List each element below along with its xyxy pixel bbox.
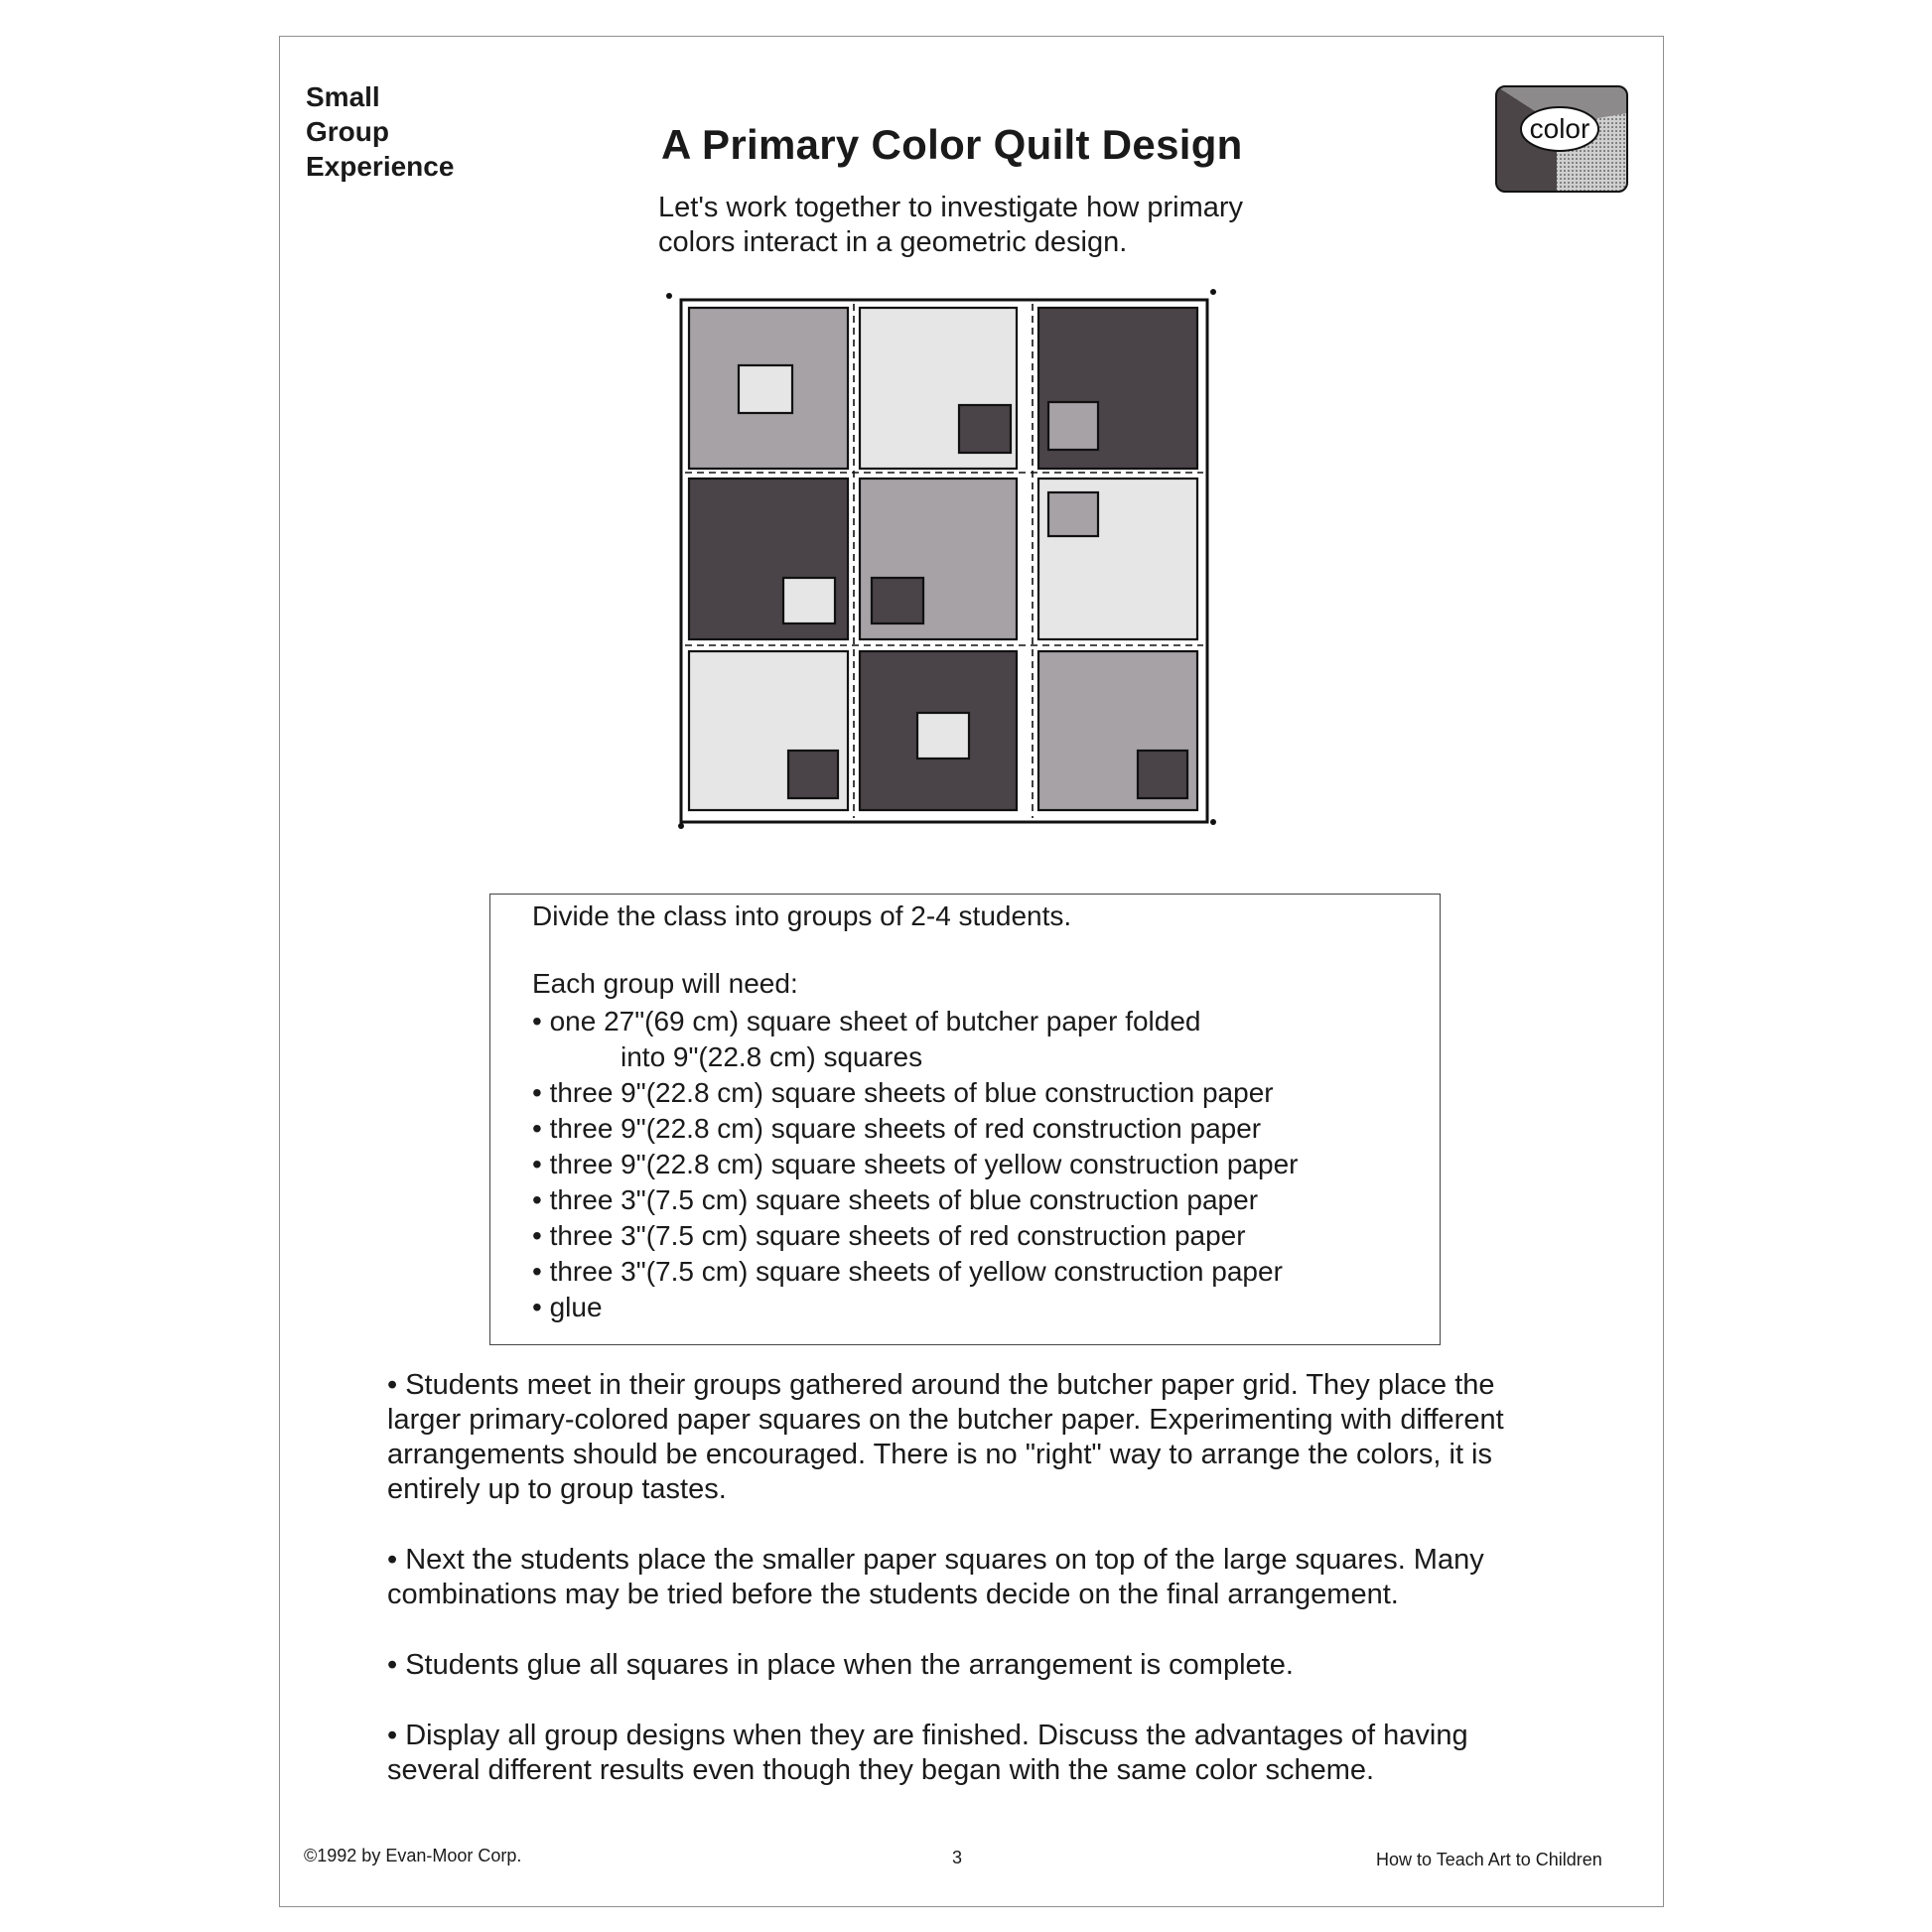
copyright-text: ©1992 by Evan-Moor Corp. xyxy=(304,1846,522,1865)
book-title: How to Teach Art to Children xyxy=(1376,1850,1602,1869)
list-item: • three 9"(22.8 cm) square sheets of yellow construction paper xyxy=(532,1149,1299,1179)
quilt-small-square xyxy=(959,405,1011,453)
quilt-small-square xyxy=(1048,492,1098,536)
quilt-small-square xyxy=(788,751,838,798)
section-label-line: Experience xyxy=(306,151,455,182)
step-paragraph: • Display all group designs when they are finished. Discuss the advantages of having several different results even though they began with the same color scheme. xyxy=(387,1720,1468,1786)
page-number: 3 xyxy=(952,1848,963,1867)
materials-box xyxy=(489,894,1441,1345)
quilt-small-square xyxy=(739,365,792,413)
step-paragraph: • Students meet in their groups gathered around the butcher paper grid. They place the larger primary-colored paper squares on the butcher paper. Experimenting with different arrangements should be encouraged. There is no "right" way to arrange the colors, it is entirely up to group tastes. xyxy=(387,1369,1504,1505)
intro-line: Let's work together to investigate how primary xyxy=(658,192,1244,223)
intro-text xyxy=(658,191,1294,260)
list-item: • three 3"(7.5 cm) square sheets of yellow construction paper xyxy=(532,1256,1283,1287)
list-item: • glue xyxy=(532,1292,603,1322)
corner-tie xyxy=(678,823,684,829)
step-paragraph: • Next the students place the smaller paper squares on top of the large squares. Many combinations may be tried before the students decide on the final arrangement. xyxy=(387,1544,1484,1610)
quilt-small-square xyxy=(1138,751,1187,798)
intro-line: colors interact in a geometric design. xyxy=(658,226,1128,258)
list-item: • three 3"(7.5 cm) square sheets of red construction paper xyxy=(532,1220,1246,1251)
badge-label: color xyxy=(1529,113,1590,144)
list-item-continuation: into 9"(22.8 cm) squares xyxy=(621,1041,923,1072)
list-item: • three 3"(7.5 cm) square sheets of blue construction paper xyxy=(532,1184,1259,1215)
corner-tie xyxy=(1210,289,1216,295)
materials-list xyxy=(532,1004,1298,1325)
quilt-small-square xyxy=(783,578,835,623)
section-label xyxy=(306,79,454,184)
list-item: • one 27"(69 cm) square sheet of butcher paper folded xyxy=(532,1006,1201,1036)
instruction-steps xyxy=(387,1368,1559,1824)
quilt-small-square xyxy=(1048,402,1098,450)
step-paragraph: • Students glue all squares in place when the arrangement is complete. xyxy=(387,1649,1294,1681)
page-title: A Primary Color Quilt Design xyxy=(661,121,1243,168)
section-label-line: Small xyxy=(306,81,380,112)
group-instruction: Divide the class into groups of 2-4 students. xyxy=(532,900,1072,931)
section-label-line: Group xyxy=(306,116,389,147)
list-item: • three 9"(22.8 cm) square sheets of blue construction paper xyxy=(532,1077,1274,1108)
quilt-small-square xyxy=(872,578,923,623)
quilt-illustration xyxy=(659,286,1225,842)
quilt-small-square xyxy=(917,713,969,759)
corner-tie xyxy=(666,293,672,299)
materials-heading: Each group will need: xyxy=(532,968,798,999)
color-badge-icon xyxy=(1495,85,1628,193)
corner-tie xyxy=(1210,819,1216,825)
list-item: • three 9"(22.8 cm) square sheets of red construction paper xyxy=(532,1113,1262,1144)
